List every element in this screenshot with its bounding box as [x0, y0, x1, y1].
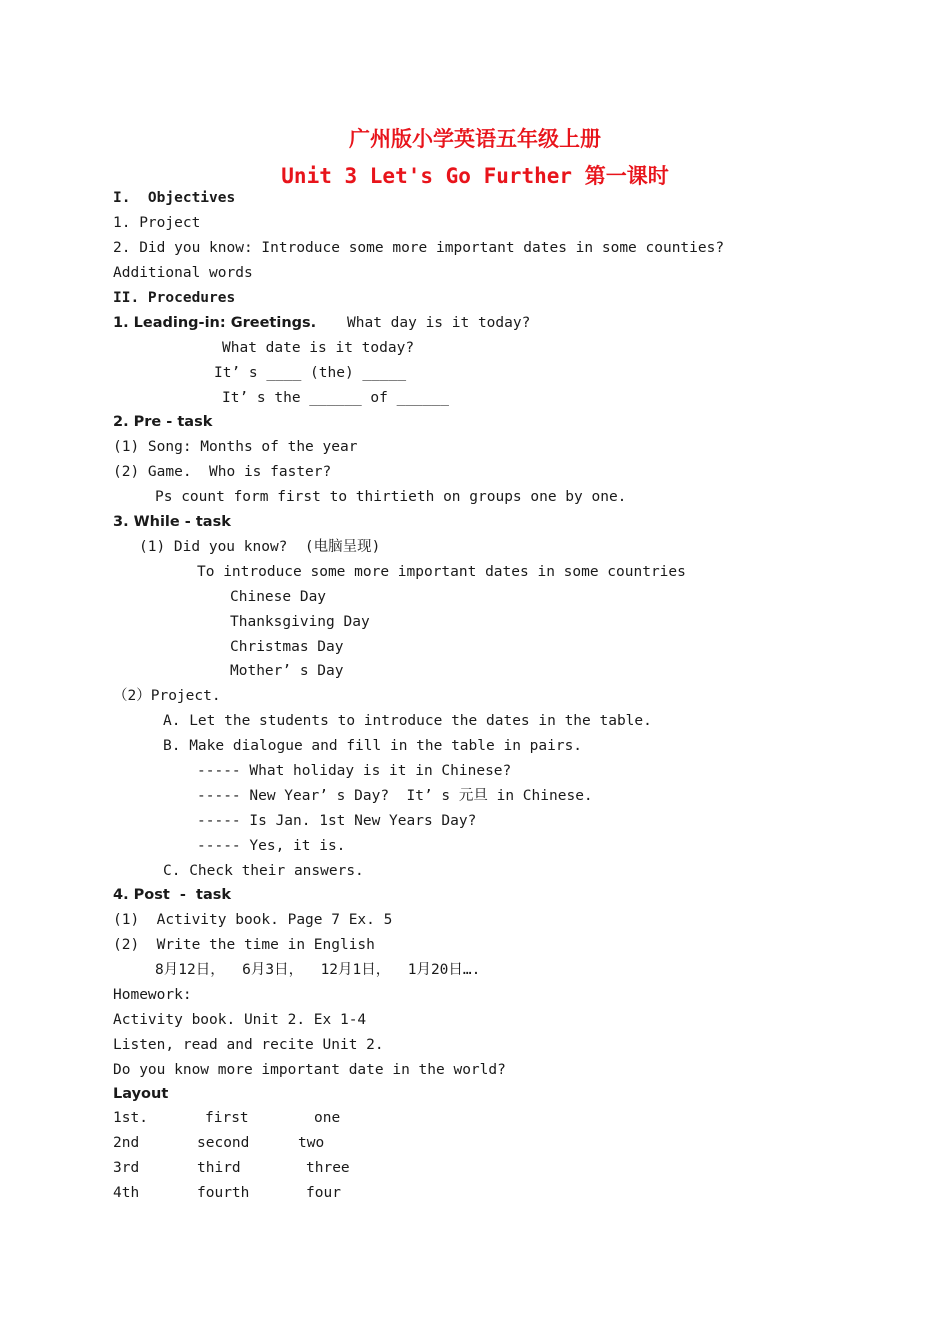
homework-item: Do you know more important date in the world? [113, 1062, 506, 1078]
holiday-item: Chinese Day [230, 589, 327, 605]
text-line: Ps count form first to thirtieth on groups one by one. [155, 489, 627, 505]
step-heading: 4. Post - task [113, 887, 231, 903]
step-heading: 2. Pre - task [113, 414, 213, 430]
text-line: （2）Project. [113, 688, 221, 704]
text-line: To introduce some more important dates in some countries [197, 564, 686, 580]
dialogue-line: ----- Yes, it is. [197, 838, 346, 854]
text-line: What date is it today? [222, 340, 415, 356]
section-procedures: II. Procedures [113, 290, 236, 306]
holiday-item: Christmas Day [230, 639, 344, 655]
dialogue-line: ----- New Year’ s Day? It’ s 元旦 in Chinese. [197, 788, 593, 804]
document-title: 广州版小学英语五年级上册 [349, 127, 601, 151]
text-line: It’ s ____ (the) _____ [214, 365, 407, 381]
objective-item: 2. Did you know: Introduce some more important dates in some counties? [113, 240, 725, 256]
table-cell: third [197, 1160, 241, 1176]
text-line: (1) Did you know? (电脑呈现) [139, 539, 381, 555]
holiday-item: Thanksgiving Day [230, 614, 370, 630]
document-subtitle: Unit 3 Let's Go Further 第一课时 [281, 164, 669, 188]
table-cell: three [306, 1160, 350, 1176]
text-line: What day is it today? [347, 315, 531, 331]
table-cell: second [197, 1135, 250, 1151]
text-line: (1) Activity book. Page 7 Ex. 5 [113, 912, 393, 928]
table-cell: one [314, 1110, 341, 1126]
text-line: C. Check their answers. [163, 863, 364, 879]
dialogue-line: ----- What holiday is it in Chinese? [197, 763, 512, 779]
text-line: A. Let the students to introduce the dates in the table. [163, 713, 652, 729]
step-heading: 1. Leading-in: Greetings. [113, 315, 317, 331]
step-heading: 3. While - task [113, 514, 231, 530]
holiday-item: Mother’ s Day [230, 663, 344, 679]
table-cell: fourth [197, 1185, 250, 1201]
homework-heading: Homework: [113, 987, 192, 1003]
objective-item: Additional words [113, 265, 253, 281]
table-cell: four [306, 1185, 341, 1201]
objective-item: 1. Project [113, 215, 201, 231]
table-cell: 3rd [113, 1160, 140, 1176]
table-cell: two [298, 1135, 325, 1151]
text-line: B. Make dialogue and fill in the table in pairs. [163, 738, 583, 754]
section-objectives: I. Objectives [113, 190, 236, 206]
table-cell: 4th [113, 1185, 140, 1201]
text-line: (2) Write the time in English [113, 937, 375, 953]
dialogue-line: ----- Is Jan. 1st New Years Day? [197, 813, 477, 829]
homework-item: Activity book. Unit 2. Ex 1-4 [113, 1012, 367, 1028]
text-line: (1) Song: Months of the year [113, 439, 358, 455]
table-cell: 2nd [113, 1135, 140, 1151]
layout-heading: Layout [113, 1086, 169, 1102]
homework-item: Listen, read and recite Unit 2. [113, 1037, 384, 1053]
text-line: (2) Game. Who is faster? [113, 464, 332, 480]
table-cell: first [205, 1110, 249, 1126]
table-cell: 1st. [113, 1110, 148, 1126]
text-line: It’ s the ______ of ______ [222, 390, 449, 406]
text-line: 8月12日， 6月3日， 12月1日， 1月20日…. [155, 962, 481, 978]
